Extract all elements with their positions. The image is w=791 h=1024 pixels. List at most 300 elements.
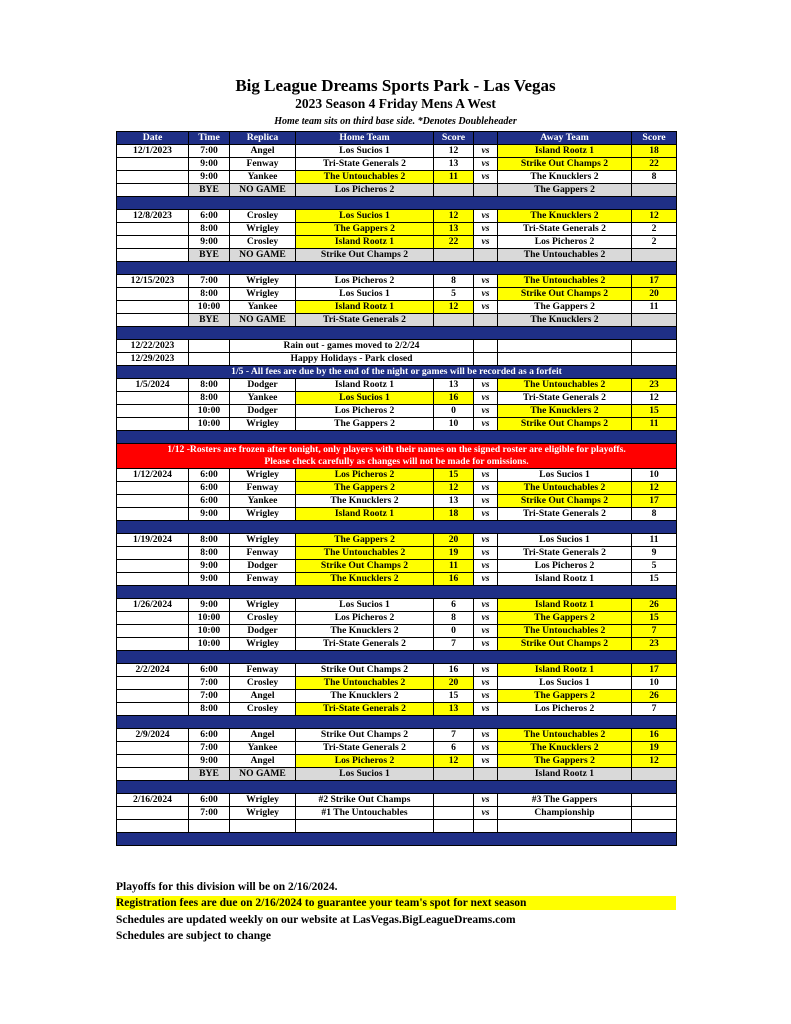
vs-cell: vs (474, 742, 498, 755)
date-cell (117, 288, 189, 301)
game-row (117, 495, 677, 508)
time-cell: 6:00 (189, 469, 230, 482)
away-score-cell: 11 (632, 301, 677, 314)
replica-cell: Dodger (230, 560, 296, 573)
time-cell: 10:00 (189, 418, 230, 431)
page-title: Big League Dreams Sports Park - Las Vegas (235, 76, 556, 95)
replica-cell: Crosley (230, 703, 296, 716)
home-score-cell: 16 (434, 573, 474, 586)
week-separator (117, 716, 677, 729)
replica-cell: Fenway (230, 482, 296, 495)
replica-cell: Angel (230, 690, 296, 703)
home-team-cell: The Untouchables 2 (296, 547, 434, 560)
vs-cell: vs (474, 171, 498, 184)
blank-cell (434, 820, 474, 833)
game-row (117, 392, 677, 405)
vs-cell: vs (474, 379, 498, 392)
blank-cell (474, 820, 498, 833)
away-score-cell (632, 184, 677, 197)
vs-cell: vs (474, 158, 498, 171)
separator-cell (117, 327, 677, 340)
vs-cell: vs (474, 547, 498, 560)
date-cell (117, 223, 189, 236)
date-cell (117, 405, 189, 418)
roster-notice (117, 444, 677, 469)
roster-notice-line2: Please check carefully as changes will not be made for omissions. (264, 456, 529, 467)
away-team-cell: Island Rootz 1 (498, 664, 632, 677)
home-team-cell: The Gappers 2 (296, 482, 434, 495)
bye-home-team: Tri-State Generals 2 (296, 314, 434, 327)
away-score-cell: 17 (632, 495, 677, 508)
date-cell (117, 508, 189, 521)
replica-cell: Angel (230, 729, 296, 742)
home-score-cell: 7 (434, 638, 474, 651)
separator-cell (117, 586, 677, 599)
away-team-cell: The Untouchables 2 (498, 729, 632, 742)
away-score-cell: 7 (632, 625, 677, 638)
away-score-cell: 11 (632, 534, 677, 547)
week-separator (117, 781, 677, 794)
separator-cell (117, 262, 677, 275)
home-team-note: Home team sits on third base side. *Denotes Doubleheader (274, 116, 517, 127)
date-cell: 12/1/2023 (117, 145, 189, 158)
home-team-cell: The Untouchables 2 (296, 171, 434, 184)
home-score-cell: 12 (434, 145, 474, 158)
vs-cell: vs (474, 755, 498, 768)
schedule-body (117, 145, 677, 846)
header-home-team: Home Team (296, 132, 434, 145)
bye-home-team: Los Sucios 1 (296, 768, 434, 781)
vs-cell: vs (474, 573, 498, 586)
away-score-cell: 26 (632, 599, 677, 612)
time-cell: 9:00 (189, 508, 230, 521)
home-team-cell: Strike Out Champs 2 (296, 729, 434, 742)
header-away-score: Score (632, 132, 677, 145)
blank-cell (632, 820, 677, 833)
game-row (117, 703, 677, 716)
game-row (117, 664, 677, 677)
bye-label: BYE (189, 249, 230, 262)
home-team-cell: Tri-State Generals 2 (296, 703, 434, 716)
home-score-cell: 15 (434, 469, 474, 482)
game-row (117, 275, 677, 288)
vs-cell: vs (474, 495, 498, 508)
time-cell: 6:00 (189, 729, 230, 742)
vs-cell: vs (474, 794, 498, 807)
replica-cell: Yankee (230, 742, 296, 755)
time-cell: 9:00 (189, 755, 230, 768)
home-team-cell: The Knucklers 2 (296, 573, 434, 586)
time-cell: 7:00 (189, 275, 230, 288)
away-score-cell: 9 (632, 547, 677, 560)
home-team-cell: #1 The Untouchables (296, 807, 434, 820)
bye-away-team: The Untouchables 2 (498, 249, 632, 262)
away-score-cell: 15 (632, 573, 677, 586)
away-team-cell: The Knucklers 2 (498, 171, 632, 184)
home-team-cell: Los Sucios 1 (296, 599, 434, 612)
game-row (117, 210, 677, 223)
vs-cell (474, 184, 498, 197)
header-vs (474, 132, 498, 145)
time-cell: 10:00 (189, 625, 230, 638)
home-score-cell: 5 (434, 288, 474, 301)
home-team-cell: Los Picheros 2 (296, 275, 434, 288)
no-game-label: NO GAME (230, 314, 296, 327)
vs-cell: vs (474, 807, 498, 820)
date-cell (117, 392, 189, 405)
vs-cell: vs (474, 599, 498, 612)
home-score-cell: 15 (434, 690, 474, 703)
home-score-cell (434, 768, 474, 781)
home-team-cell: Island Rootz 1 (296, 301, 434, 314)
away-score-cell: 23 (632, 379, 677, 392)
home-team-cell: Tri-State Generals 2 (296, 158, 434, 171)
date-cell (117, 314, 189, 327)
replica-cell: Wrigley (230, 599, 296, 612)
away-team-cell: The Gappers 2 (498, 755, 632, 768)
away-team-cell: Island Rootz 1 (498, 573, 632, 586)
vs-cell: vs (474, 729, 498, 742)
away-team-cell (498, 340, 632, 353)
vs-cell: vs (474, 508, 498, 521)
home-score-cell: 16 (434, 664, 474, 677)
vs-cell: vs (474, 392, 498, 405)
replica-cell: Yankee (230, 495, 296, 508)
replica-cell: Yankee (230, 171, 296, 184)
away-score-cell: 19 (632, 742, 677, 755)
home-team-cell: Los Sucios 1 (296, 288, 434, 301)
away-score-cell (632, 353, 677, 366)
replica-cell: Crosley (230, 612, 296, 625)
no-game-label: NO GAME (230, 249, 296, 262)
time-cell (189, 340, 230, 353)
away-score-cell: 12 (632, 482, 677, 495)
away-team-cell: The Knucklers 2 (498, 210, 632, 223)
replica-cell: Wrigley (230, 418, 296, 431)
away-team-cell: The Untouchables 2 (498, 482, 632, 495)
replica-cell: Dodger (230, 625, 296, 638)
game-row (117, 794, 677, 807)
vs-cell (474, 340, 498, 353)
away-score-cell: 12 (632, 392, 677, 405)
away-team-cell: Island Rootz 1 (498, 599, 632, 612)
date-cell (117, 807, 189, 820)
bye-label: BYE (189, 768, 230, 781)
time-cell: 10:00 (189, 405, 230, 418)
home-score-cell: 0 (434, 405, 474, 418)
replica-cell: Fenway (230, 547, 296, 560)
table-header-row (117, 132, 677, 145)
away-score-cell (632, 807, 677, 820)
home-score-cell: 0 (434, 625, 474, 638)
home-score-cell: 6 (434, 599, 474, 612)
away-team-cell: Island Rootz 1 (498, 145, 632, 158)
time-cell: 9:00 (189, 599, 230, 612)
time-cell: 10:00 (189, 638, 230, 651)
vs-cell: vs (474, 612, 498, 625)
away-team-cell: Los Picheros 2 (498, 236, 632, 249)
schedule-table (116, 131, 677, 846)
away-team-cell: Tri-State Generals 2 (498, 392, 632, 405)
home-score-cell: 6 (434, 742, 474, 755)
date-cell (117, 768, 189, 781)
time-cell: 6:00 (189, 664, 230, 677)
home-score-cell: 11 (434, 560, 474, 573)
date-cell: 12/15/2023 (117, 275, 189, 288)
message-row (117, 353, 677, 366)
no-game-label: NO GAME (230, 184, 296, 197)
date-cell (117, 690, 189, 703)
time-cell: 8:00 (189, 392, 230, 405)
game-row (117, 145, 677, 158)
vs-cell: vs (474, 677, 498, 690)
home-team-cell: Los Picheros 2 (296, 405, 434, 418)
blank-cell (189, 820, 230, 833)
date-cell (117, 482, 189, 495)
fee-notice: 1/5 - All fees are due by the end of the night or games will be recorded as a forfeit (117, 366, 677, 379)
home-team-cell: Island Rootz 1 (296, 508, 434, 521)
time-cell: 9:00 (189, 573, 230, 586)
home-team-cell: The Gappers 2 (296, 534, 434, 547)
date-cell (117, 560, 189, 573)
game-row (117, 599, 677, 612)
replica-cell: Fenway (230, 573, 296, 586)
game-row (117, 807, 677, 820)
away-score-cell (632, 249, 677, 262)
time-cell (189, 353, 230, 366)
time-cell: 6:00 (189, 210, 230, 223)
separator-cell (117, 651, 677, 664)
game-row (117, 236, 677, 249)
time-cell: 8:00 (189, 379, 230, 392)
away-score-cell: 26 (632, 690, 677, 703)
home-team-cell: Strike Out Champs 2 (296, 664, 434, 677)
message-row (117, 340, 677, 353)
blank-cell (117, 820, 189, 833)
date-cell: 1/26/2024 (117, 599, 189, 612)
date-cell (117, 184, 189, 197)
home-score-cell: 12 (434, 755, 474, 768)
replica-cell: Wrigley (230, 794, 296, 807)
replica-cell: Wrigley (230, 223, 296, 236)
home-score-cell: 8 (434, 612, 474, 625)
replica-cell: Wrigley (230, 807, 296, 820)
time-cell: 10:00 (189, 301, 230, 314)
replica-cell: Wrigley (230, 275, 296, 288)
replica-cell: Crosley (230, 210, 296, 223)
home-score-cell: 19 (434, 547, 474, 560)
replica-cell: Wrigley (230, 534, 296, 547)
away-score-cell: 8 (632, 171, 677, 184)
home-score-cell: 12 (434, 210, 474, 223)
roster-notice-line1: 1/12 -Rosters are frozen after tonight, only players with their names on the signed roster are eligible for playoffs. (167, 444, 626, 455)
blank-cell (498, 820, 632, 833)
bye-label: BYE (189, 184, 230, 197)
time-cell: 9:00 (189, 171, 230, 184)
date-cell: 2/2/2024 (117, 664, 189, 677)
vs-cell: vs (474, 210, 498, 223)
home-score-cell: 20 (434, 534, 474, 547)
home-score-cell (434, 794, 474, 807)
game-row (117, 755, 677, 768)
separator-cell (117, 716, 677, 729)
away-team-cell: Tri-State Generals 2 (498, 508, 632, 521)
week-separator (117, 327, 677, 340)
replica-cell: Dodger (230, 379, 296, 392)
away-score-cell: 15 (632, 405, 677, 418)
home-team-cell: Island Rootz 1 (296, 236, 434, 249)
time-cell: 9:00 (189, 158, 230, 171)
away-team-cell: Strike Out Champs 2 (498, 638, 632, 651)
home-team-cell: Island Rootz 1 (296, 379, 434, 392)
bye-label: BYE (189, 314, 230, 327)
vs-cell: vs (474, 418, 498, 431)
game-row (117, 223, 677, 236)
vs-cell: vs (474, 405, 498, 418)
home-team-cell: Los Sucios 1 (296, 210, 434, 223)
vs-cell: vs (474, 223, 498, 236)
date-cell: 2/9/2024 (117, 729, 189, 742)
separator-cell (117, 781, 677, 794)
time-cell: 10:00 (189, 612, 230, 625)
time-cell: 7:00 (189, 145, 230, 158)
no-game-label: NO GAME (230, 768, 296, 781)
date-cell (117, 418, 189, 431)
separator-cell (117, 431, 677, 444)
away-team-cell: Strike Out Champs 2 (498, 495, 632, 508)
away-team-cell: The Untouchables 2 (498, 275, 632, 288)
home-score-cell (434, 807, 474, 820)
away-team-cell: Los Picheros 2 (498, 703, 632, 716)
time-cell: 6:00 (189, 482, 230, 495)
replica-cell: Fenway (230, 158, 296, 171)
replica-cell: Yankee (230, 392, 296, 405)
blank-cell (296, 820, 434, 833)
away-team-cell: Los Picheros 2 (498, 560, 632, 573)
away-score-cell: 2 (632, 236, 677, 249)
time-cell: 8:00 (189, 547, 230, 560)
away-score-cell: 22 (632, 158, 677, 171)
date-cell: 2/16/2024 (117, 794, 189, 807)
away-team-cell: The Gappers 2 (498, 301, 632, 314)
away-score-cell: 5 (632, 560, 677, 573)
vs-cell (474, 249, 498, 262)
home-score-cell: 10 (434, 418, 474, 431)
time-cell: 7:00 (189, 807, 230, 820)
away-team-cell: Strike Out Champs 2 (498, 288, 632, 301)
date-cell: 12/29/2023 (117, 353, 189, 366)
header-away-team: Away Team (498, 132, 632, 145)
home-team-cell: The Gappers 2 (296, 223, 434, 236)
vs-cell: vs (474, 560, 498, 573)
header-date: Date (117, 132, 189, 145)
home-score-cell: 8 (434, 275, 474, 288)
vs-cell: vs (474, 625, 498, 638)
game-row (117, 612, 677, 625)
time-cell: 7:00 (189, 677, 230, 690)
bye-away-team: The Gappers 2 (498, 184, 632, 197)
home-team-cell: Los Picheros 2 (296, 755, 434, 768)
separator-cell (117, 521, 677, 534)
game-row (117, 573, 677, 586)
replica-cell: Wrigley (230, 508, 296, 521)
away-score-cell: 18 (632, 145, 677, 158)
home-team-cell: Los Sucios 1 (296, 392, 434, 405)
away-team-cell: The Untouchables 2 (498, 625, 632, 638)
away-score-cell: 7 (632, 703, 677, 716)
away-team-cell: #3 The Gappers (498, 794, 632, 807)
vs-cell (474, 768, 498, 781)
header-home-score: Score (434, 132, 474, 145)
vs-cell: vs (474, 236, 498, 249)
date-cell: 12/8/2023 (117, 210, 189, 223)
game-row (117, 690, 677, 703)
home-score-cell: 13 (434, 158, 474, 171)
date-cell (117, 495, 189, 508)
away-score-cell (632, 340, 677, 353)
game-row (117, 534, 677, 547)
away-score-cell: 12 (632, 210, 677, 223)
date-cell (117, 755, 189, 768)
date-cell (117, 677, 189, 690)
away-score-cell: 17 (632, 664, 677, 677)
replica-cell: Angel (230, 145, 296, 158)
game-row (117, 469, 677, 482)
date-cell (117, 703, 189, 716)
home-team-cell: Los Picheros 2 (296, 469, 434, 482)
date-cell (117, 171, 189, 184)
vs-cell: vs (474, 482, 498, 495)
message-text: Happy Holidays - Park closed (230, 353, 474, 366)
vs-cell: vs (474, 664, 498, 677)
game-row (117, 560, 677, 573)
time-cell: 6:00 (189, 495, 230, 508)
home-score-cell: 16 (434, 392, 474, 405)
bye-row (117, 184, 677, 197)
game-row (117, 171, 677, 184)
away-team-cell (498, 353, 632, 366)
vs-cell: vs (474, 690, 498, 703)
game-row (117, 405, 677, 418)
registration-note: Registration fees are due on 2/16/2024 to guarantee your team's spot for next season (116, 896, 676, 910)
time-cell: 9:00 (189, 236, 230, 249)
vs-cell: vs (474, 534, 498, 547)
home-score-cell: 18 (434, 508, 474, 521)
away-score-cell: 23 (632, 638, 677, 651)
separator-cell (117, 197, 677, 210)
away-team-cell: Los Sucios 1 (498, 677, 632, 690)
week-separator (117, 262, 677, 275)
vs-cell: vs (474, 301, 498, 314)
away-team-cell: Strike Out Champs 2 (498, 418, 632, 431)
away-score-cell: 15 (632, 612, 677, 625)
header-time: Time (189, 132, 230, 145)
change-note: Schedules are subject to change (116, 930, 272, 942)
game-row (117, 508, 677, 521)
away-score-cell (632, 768, 677, 781)
date-cell (117, 612, 189, 625)
week-separator (117, 521, 677, 534)
time-cell: 6:00 (189, 794, 230, 807)
time-cell: 8:00 (189, 288, 230, 301)
replica-cell: Wrigley (230, 469, 296, 482)
away-score-cell: 16 (632, 729, 677, 742)
away-team-cell: Los Sucios 1 (498, 469, 632, 482)
date-cell: 1/12/2024 (117, 469, 189, 482)
game-row (117, 729, 677, 742)
week-separator (117, 651, 677, 664)
home-team-cell: The Untouchables 2 (296, 677, 434, 690)
